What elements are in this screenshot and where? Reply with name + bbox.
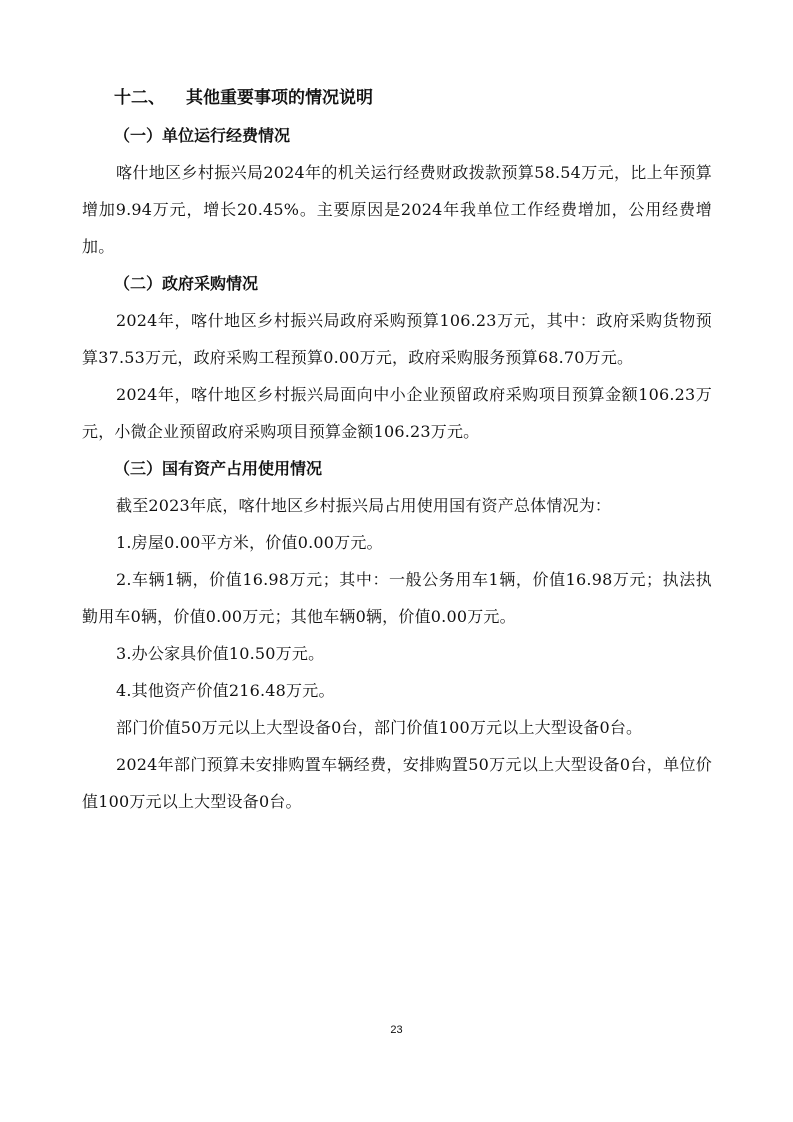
page-content — [82, 80, 712, 820]
paragraph-assets-housing: 1.房屋0.00平方米，价值0.00万元。 — [116, 533, 383, 552]
section-title: 其他重要事项的情况说明 — [186, 88, 373, 108]
paragraph-assets-intro: 截至2023年底，喀什地区乡村振兴局占用使用国有资产总体情况为： — [116, 496, 612, 515]
paragraph-operating-costs: 喀什地区乡村振兴局2024年的机关运行经费财政拨款预算58.54万元，比上年预算增加9.94万元，增长20.45%。主要原因是2024年我单位工作经费增加，公用经费增加。 — [82, 163, 712, 256]
section-heading — [114, 80, 712, 117]
subsection-heading-procurement: （二）政府采购情况 — [114, 274, 259, 293]
paragraph-assets-other: 4.其他资产价值216.48万元。 — [116, 681, 335, 700]
paragraph-procurement-budget: 2024年，喀什地区乡村振兴局政府采购预算106.23万元，其中：政府采购货物预算37.53万元，政府采购工程预算0.00万元，政府采购服务预算68.70万元。 — [82, 311, 712, 367]
paragraph-assets-plan: 2024年部门预算未安排购置车辆经费，安排购置50万元以上大型设备0台，单位价值100万元以上大型设备0台。 — [82, 755, 712, 811]
paragraph-procurement-sme: 2024年，喀什地区乡村振兴局面向中小企业预留政府采购项目预算金额106.23万元，小微企业预留政府采购项目预算金额106.23万元。 — [82, 385, 712, 441]
paragraph-assets-furniture: 3.办公家具价值10.50万元。 — [116, 644, 325, 663]
paragraph-assets-vehicles: 2.车辆1辆，价值16.98万元；其中：一般公务用车1辆，价值16.98万元；执法执勤用车0辆，价值0.00万元；其他车辆0辆，价值0.00万元。 — [82, 570, 712, 626]
paragraph-assets-equipment: 部门价值50万元以上大型设备0台，部门价值100万元以上大型设备0台。 — [116, 718, 643, 737]
subsection-heading-state-assets: （三）国有资产占用使用情况 — [114, 459, 323, 478]
page-number: 23 — [390, 1024, 403, 1036]
subsection-heading-operating-costs: （一）单位运行经费情况 — [114, 126, 291, 145]
section-number: 十二、 — [114, 88, 165, 108]
